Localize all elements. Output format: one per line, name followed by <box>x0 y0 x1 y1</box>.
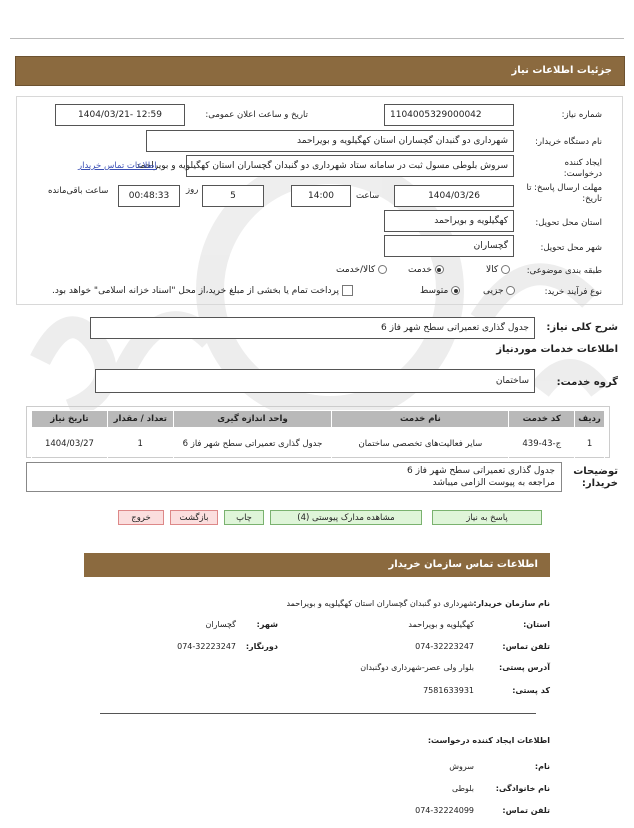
buyer-contact-link[interactable]: اطلاعات تماس خریدار <box>78 161 157 171</box>
phone-label: تلفن تماس: <box>502 642 550 651</box>
phone-value: 074-32223247 <box>415 642 474 651</box>
col-code: کد خدمت <box>509 411 575 428</box>
services-title: اطلاعات خدمات موردنیاز <box>496 344 618 355</box>
address-value: بلوار ولی عصر-شهرداری دوگنبدان <box>360 663 474 672</box>
creator-label: ایجاد کننده درخواست: <box>563 158 602 179</box>
contact-divider <box>100 713 536 714</box>
services-table <box>31 410 605 461</box>
family-value: بلوطی <box>451 784 474 793</box>
address-label: آدرس پستی: <box>499 663 550 672</box>
cell-row: 1 <box>575 428 605 461</box>
cell-name: سایر فعالیت‌های تخصصی ساختمان <box>332 428 509 461</box>
city-field: گچساران <box>384 235 514 257</box>
fax-label: دورنگار: <box>245 642 278 651</box>
deadline-label: مهلت ارسال پاسخ: تا تاریخ: <box>526 183 602 204</box>
radio-minor-label: جزیی <box>483 286 504 296</box>
col-date: تاریخ نیاز <box>32 411 108 428</box>
province-label: استان محل تحویل: <box>535 218 602 228</box>
cell-qty: 1 <box>107 428 173 461</box>
col-unit: واحد اندازه گیری <box>173 411 332 428</box>
deadline-date-field: 1404/03/26 <box>394 185 514 207</box>
payment-checkbox[interactable] <box>52 285 353 296</box>
days-field: 5 <box>202 185 264 207</box>
top-divider <box>10 38 624 39</box>
table-row <box>32 428 605 461</box>
creator-phone-label: تلفن تماس: <box>502 806 550 815</box>
radio-goods-label: کالا <box>486 265 499 275</box>
day-label: روز <box>186 185 199 195</box>
details-header <box>15 56 625 86</box>
col-name: نام خدمت <box>332 411 509 428</box>
contact-title: اطلاعات تماس سازمان خریدار <box>388 559 538 570</box>
group-label: گروه خدمت: <box>556 377 618 388</box>
reply-button[interactable]: پاسخ به نیاز <box>432 510 542 525</box>
contact-city-value: گچساران <box>205 620 236 629</box>
summary-field: جدول گذاری تعمیراتی سطح شهر فاز 6 <box>90 317 535 339</box>
need-number-label: شماره نیاز: <box>561 110 602 120</box>
page-title: جزئیات اطلاعات نیاز <box>511 65 612 76</box>
creator-phone-value: 074-32224099 <box>415 806 474 815</box>
print-button[interactable]: چاپ <box>224 510 264 525</box>
name-label: نام: <box>534 762 550 771</box>
category-label: طبقه بندی موضوعی: <box>526 266 602 276</box>
radio-medium[interactable] <box>420 286 460 296</box>
radio-goods-service[interactable] <box>336 265 387 275</box>
radio-service-label: خدمت <box>408 265 432 275</box>
attachments-button[interactable]: مشاهده مدارک پیوستی (4) <box>270 510 422 525</box>
back-button[interactable]: بازگشت <box>170 510 218 525</box>
checkbox-icon <box>342 285 353 296</box>
radio-service[interactable] <box>408 265 444 275</box>
cell-code: ج-43-439 <box>509 428 575 461</box>
buyer-label: نام دستگاه خریدار: <box>535 137 602 147</box>
remaining-time-field: 00:48:33 <box>118 185 180 207</box>
remaining-label: ساعت باقی‌مانده <box>48 186 109 196</box>
contact-header <box>84 553 550 577</box>
group-field: ساختمان <box>95 369 535 393</box>
creator-field: سروش بلوطی مسول ثبت در سامانه ستاد شهرداری دو گنبدان گچساران استان کهگیلویه و بویراحمد <box>186 155 514 177</box>
radio-goods-service-label: کالا/خدمت <box>336 265 376 275</box>
fax-value: 074-32223247 <box>177 642 236 651</box>
notes-line-2: مراجعه به پیوست الزامی میباشد <box>432 478 555 488</box>
cell-unit: جدول گذاری تعمیراتی سطح شهر فاز 6 <box>173 428 332 461</box>
announce-field: 1404/03/21- 12:59 <box>55 104 185 126</box>
org-value: شهرداری دو گنبدان گچساران استان کهگیلویه و بویراحمد <box>286 599 474 608</box>
buyer-field: شهرداری دو گنبدان گچساران استان کهگیلویه و بویراحمد <box>146 130 514 152</box>
contact-province-label: استان: <box>523 620 550 629</box>
need-number-field: 1104005329000042 <box>384 104 514 126</box>
payment-note: پرداخت تمام یا بخشی از مبلغ خرید،از محل "اسناد خزانه اسلامی" خواهد بود. <box>52 286 340 296</box>
process-label: نوع فرآیند خرید: <box>544 287 602 297</box>
cell-date: 1404/03/27 <box>32 428 108 461</box>
notes-label: توضیحات خریدار: <box>573 466 618 489</box>
postal-label: کد پستی: <box>512 686 550 695</box>
family-label: نام خانوادگی: <box>495 784 550 793</box>
notes-line-1: جدول گذاری تعمیراتی سطح شهر فاز 6 <box>407 466 555 476</box>
summary-label: شرح کلی نیاز: <box>546 322 618 333</box>
creator-info-title: اطلاعات ایجاد کننده درخواست: <box>427 736 550 745</box>
radio-goods[interactable] <box>486 265 510 275</box>
org-label: نام سازمان خریدار: <box>473 599 550 608</box>
contact-province-value: کهگیلویه و بویراحمد <box>408 620 474 629</box>
col-row: ردیف <box>575 411 605 428</box>
announce-label: تاریخ و ساعت اعلان عمومی: <box>205 110 308 120</box>
deadline-time-field: 14:00 <box>291 185 351 207</box>
contact-city-label: شهر: <box>256 620 278 629</box>
province-field: کهگیلویه و بویراحمد <box>384 210 514 232</box>
time-label: ساعت <box>356 191 380 201</box>
col-qty: تعداد / مقدار <box>107 411 173 428</box>
radio-medium-label: متوسط <box>420 286 449 296</box>
notes-box <box>26 462 562 492</box>
exit-button[interactable]: خروج <box>118 510 164 525</box>
table-header-row <box>32 411 605 428</box>
postal-value: 7581633931 <box>423 686 474 695</box>
city-label: شهر محل تحویل: <box>540 243 602 253</box>
name-value: سروش <box>449 762 474 771</box>
radio-minor[interactable] <box>483 286 515 296</box>
